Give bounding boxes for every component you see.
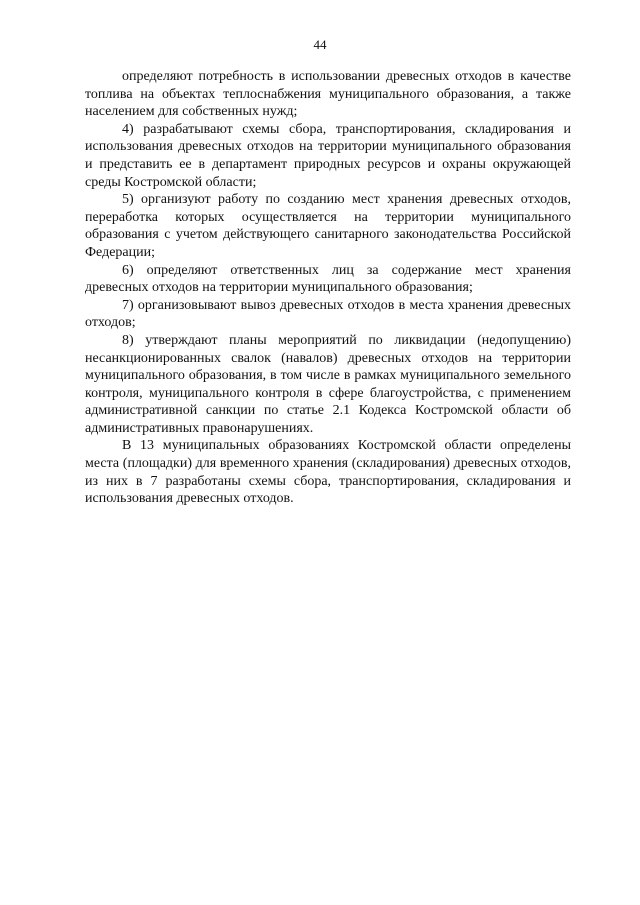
document-body [85, 68, 571, 508]
paragraph-item-5: 5) организуют работу по созданию мест хранения древесных отходов, переработка которых осуществляется на территории муниципального образования с учетом действующего санитарного законодательства Российской Федерации; [85, 192, 571, 260]
paragraph-item-4: 4) разрабатывают схемы сбора, транспортирования, складирования и использования древесных отходов на территории муниципального образования и представить ее в департамент природных ресурсов и охраны окружающей среды Костромской области; [85, 121, 571, 190]
paragraph-summary: В 13 муниципальных образованиях Костромской области определены места (площадки) для временного хранения (складирования) древесных отходов, из них в 7 разработаны схемы сбора, транспортирования, складирования и использования древесных отходов. [85, 438, 571, 507]
paragraph-item-7: 7) организовывают вывоз древесных отходов в места хранения древесных отходов; [85, 297, 571, 331]
paragraph-item-6: 6) определяют ответственных лиц за содержание мест хранения древесных отходов на территории муниципального образования; [85, 262, 571, 296]
paragraph-usage-needs: определяют потребность в использовании древесных отходов в качестве топлива на объектах теплоснабжения муниципального образования, а также населением для собственных нужд; [85, 69, 571, 120]
paragraph-item-8: 8) утверждают планы мероприятий по ликвидации (недопущению) несанкционированных свалок (навалов) древесных отходов на территории муниципального образования, в том числе в рамках муниципального земельного контроля, муниципального контроля в сфере благоустройства, с применением административной санкции по статье 2.1 Кодекса Костромской области об административных правонарушениях. [85, 332, 571, 436]
page-number: 44 [313, 37, 327, 52]
